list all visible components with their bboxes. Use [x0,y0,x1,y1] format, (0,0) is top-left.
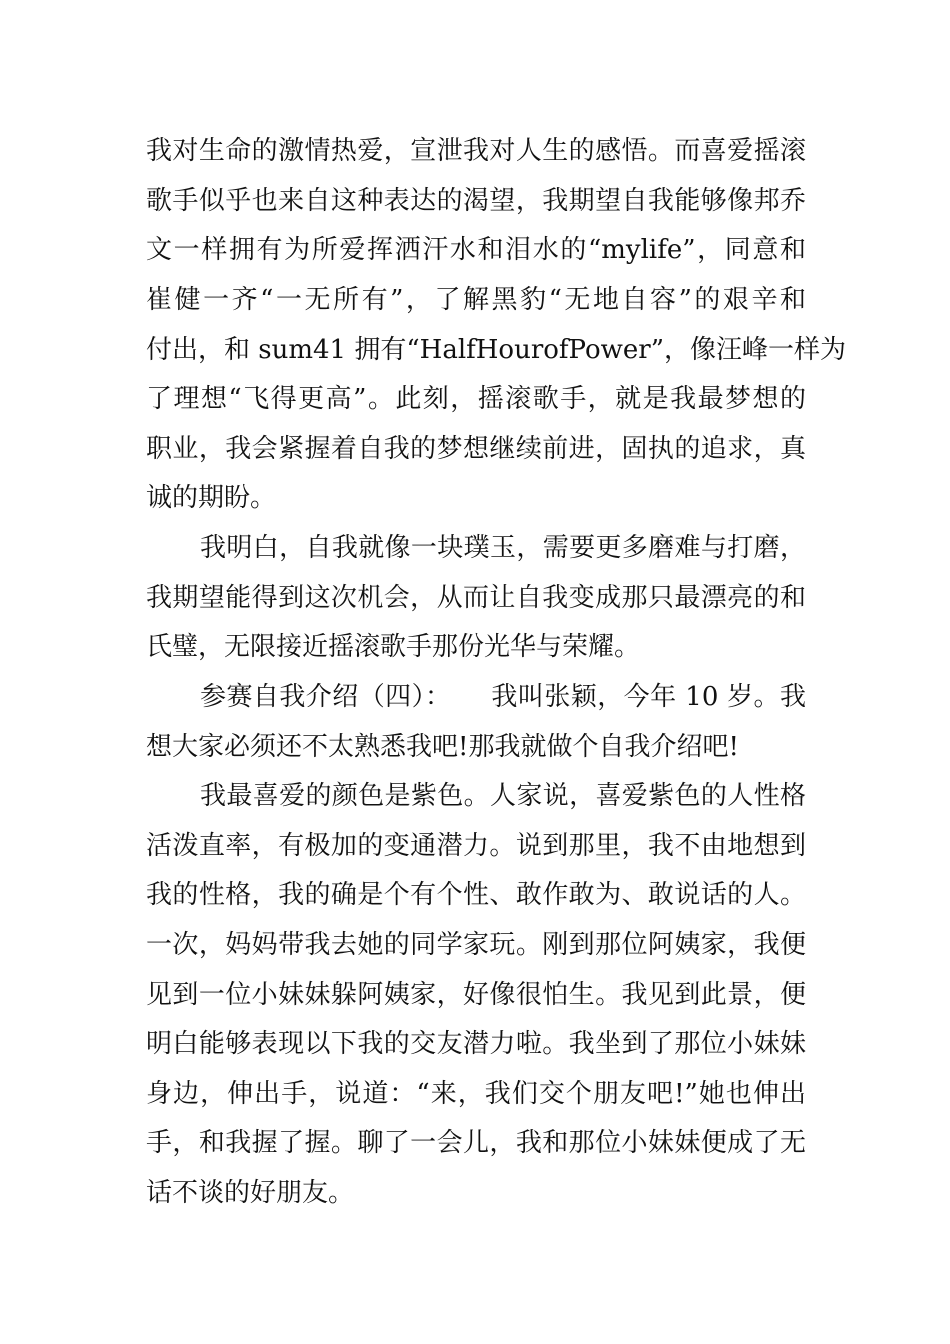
text-line: 氏璧，无限接近摇滚歌手那份光华与荣耀。 [146,632,641,662]
text-line: 我对生命的激情热爱，宣泄我对人生的感悟。而喜爱摇滚 [146,136,806,166]
text-line: 职业，我会紧握着自我的梦想继续前进，固执的追求，真 [146,434,806,464]
text-line: 身边，伸出手，说道：“来，我们交个朋友吧!”她也伸出 [146,1079,806,1109]
text-line: 我的性格，我的确是个有个性、敢作敢为、敢说话的人。 [146,880,806,910]
text-line: 了理想“飞得更高”。此刻，摇滚歌手，就是我最梦想的 [146,384,806,414]
text-line: 明白能够表现以下我的交友潜力啦。我坐到了那位小妹妹 [146,1029,806,1059]
text-line: 活泼直率，有极加的变通潜力。说到那里，我不由地想到 [146,831,806,861]
text-line: 崔健一齐“一无所有”，了解黑豹“无地自容”的艰辛和 [146,285,806,315]
text-line: 手，和我握了握。聊了一会儿，我和那位小妹妹便成了无 [146,1128,806,1158]
paragraph-first-line: 我明白，自我就像一块璞玉，需要更多磨难与打磨， [200,533,806,563]
text-line: 我期望能得到这次机会，从而让自我变成那只最漂亮的和 [146,583,806,613]
paragraph-first-line: 参赛自我介绍（四）： 我叫张颖，今年 10 岁。我 [200,682,806,712]
text-line: 话不谈的好朋友。 [146,1178,355,1208]
text-line: 一次，妈妈带我去她的同学家玩。刚到那位阿姨家，我便 [146,930,806,960]
text-line: 想大家必须还不太熟悉我吧!那我就做个自我介绍吧! [146,732,739,762]
text-line: 诚的期盼。 [146,483,277,513]
text-line: 文一样拥有为所爱挥洒汗水和泪水的“mylife”，同意和 [146,235,806,265]
paragraph-first-line: 我最喜爱的颜色是紫色。人家说，喜爱紫色的人性格 [200,781,806,811]
text-line: 歌手似乎也来自这种表达的渴望，我期望自我能够像邦乔 [146,186,806,216]
text-line: 见到一位小妹妹躲阿姨家，好像很怕生。我见到此景，便 [146,980,806,1010]
text-line: 付出，和 sum41 拥有“HalfHourofPower”，像汪峰一样为 [146,335,846,365]
